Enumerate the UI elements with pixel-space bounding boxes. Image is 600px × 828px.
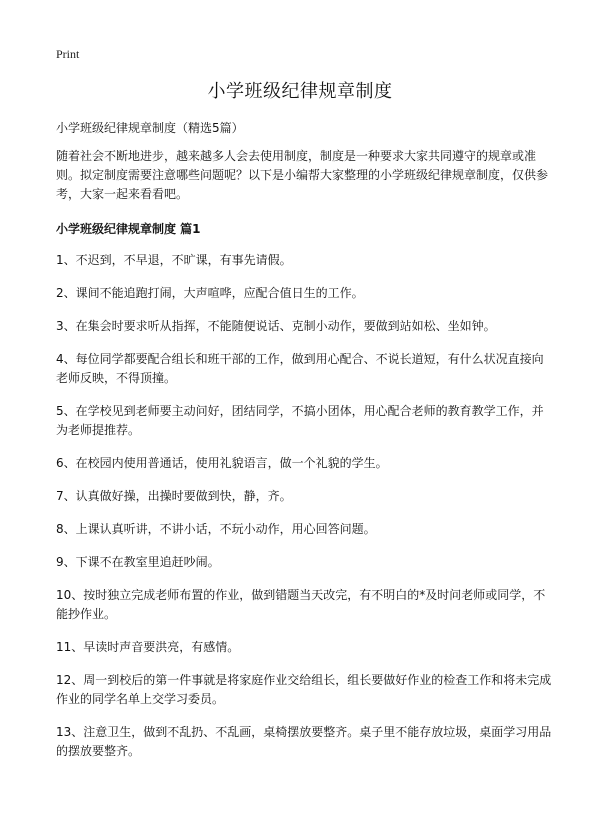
rule-item: 4、每位同学都要配合组长和班干部的工作，做到用心配合、不说长道短，有什么状况直接向老师反映，不得顶撞。: [56, 352, 544, 385]
rule-item: 3、在集会时要求听从指挥，不能随便说话、克制小动作，要做到站如松、坐如钟。: [56, 319, 496, 333]
rule-item: 5、在学校见到老师要主动问好，团结同学，不搞小团体，用心配合老师的教育教学工作，并为老师提推荐。: [56, 404, 544, 437]
rule-item: 6、在校园内使用普通话，使用礼貌语言，做一个礼貌的学生。: [56, 456, 388, 470]
rules-list: [56, 251, 552, 761]
page-title: 小学班级纪律规章制度: [207, 81, 393, 102]
rule-item: 8、上课认真听讲，不讲小话，不玩小动作，用心回答问题。: [56, 522, 376, 536]
print-link[interactable]: Print: [56, 47, 80, 61]
rule-item: 1、不迟到，不早退，不旷课，有事先请假。: [56, 253, 292, 267]
rule-item: 11、早读时声音要洪亮，有感情。: [56, 640, 240, 654]
rule-item: 12、周一到校后的第一件事就是将家庭作业交给组长，组长要做好作业的检查工作和将未完成作业的同学名单上交学习委员。: [56, 673, 552, 706]
document-body: [56, 119, 552, 775]
rule-item: 9、下课不在教室里追赶吵闹。: [56, 555, 220, 569]
document-subtitle: 小学班级纪律规章制度（精选5篇）: [56, 121, 244, 135]
intro-paragraph: 随着社会不断地进步，越来越多人会去使用制度，制度是一种要求大家共同遵守的规章或准则。拟定制度需要注意哪些问题呢？以下是小编帮大家整理的小学班级纪律规章制度，仅供参考，大家一起来看看吧。: [56, 149, 549, 201]
rule-item: 2、课间不能追跑打闹，大声喧哗，应配合值日生的工作。: [56, 286, 364, 300]
rule-item: 10、按时独立完成老师布置的作业，做到错题当天改完，有不明白的*及时问老师或同学，不能抄作业。: [56, 588, 546, 621]
section-heading: 小学班级纪律规章制度 篇1: [56, 222, 201, 236]
rule-item: 7、认真做好操，出操时要做到快，静，齐。: [56, 489, 292, 503]
rule-item: 13、注意卫生，做到不乱扔、不乱画，桌椅摆放要整齐。桌子里不能存放垃圾，桌面学习用品的摆放要整齐。: [56, 725, 552, 758]
